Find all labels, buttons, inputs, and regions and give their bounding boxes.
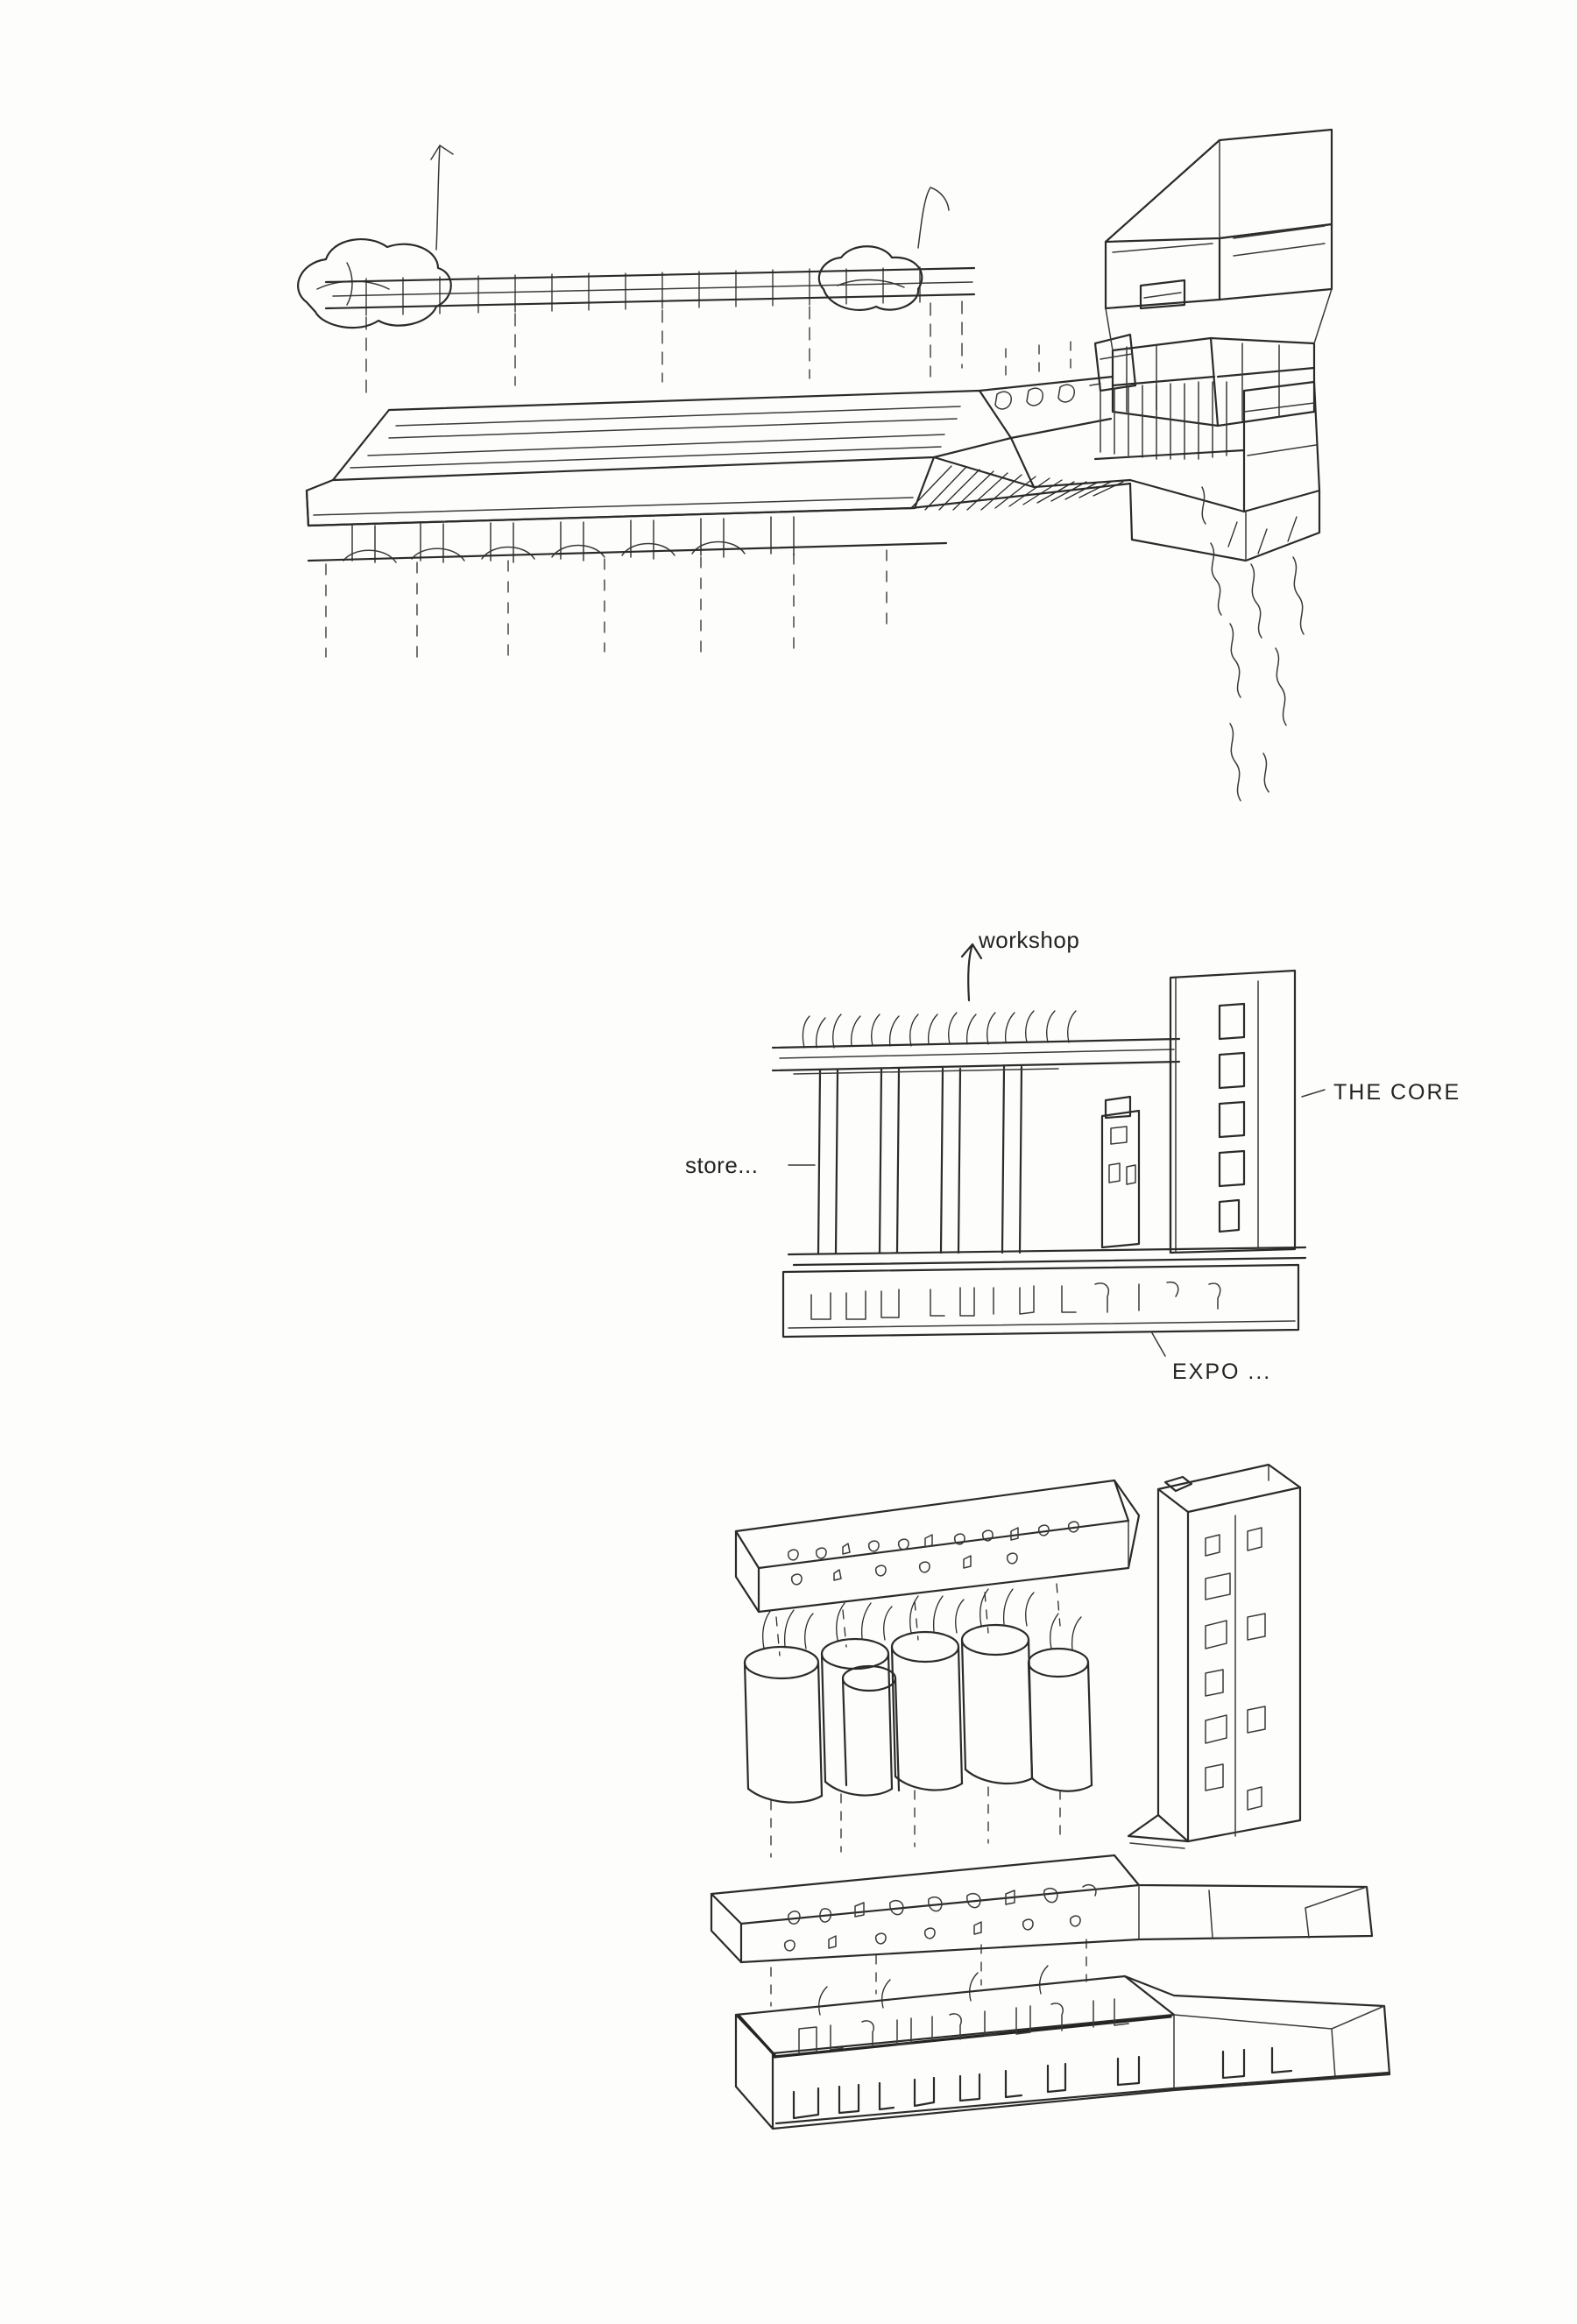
annotation-store: store...: [685, 1152, 759, 1178]
annotation-workshop: workshop: [979, 927, 1080, 953]
annotation-the-core: THE CORE: [1333, 1080, 1461, 1105]
elevation-sketch: [773, 944, 1325, 1356]
exploded-axonometric-sketch: [711, 1465, 1390, 2129]
aerial-perspective-sketch: [298, 130, 1332, 801]
cylinder-cluster: [745, 1589, 1092, 1857]
annotation-expo: EXPO ...: [1172, 1360, 1272, 1384]
